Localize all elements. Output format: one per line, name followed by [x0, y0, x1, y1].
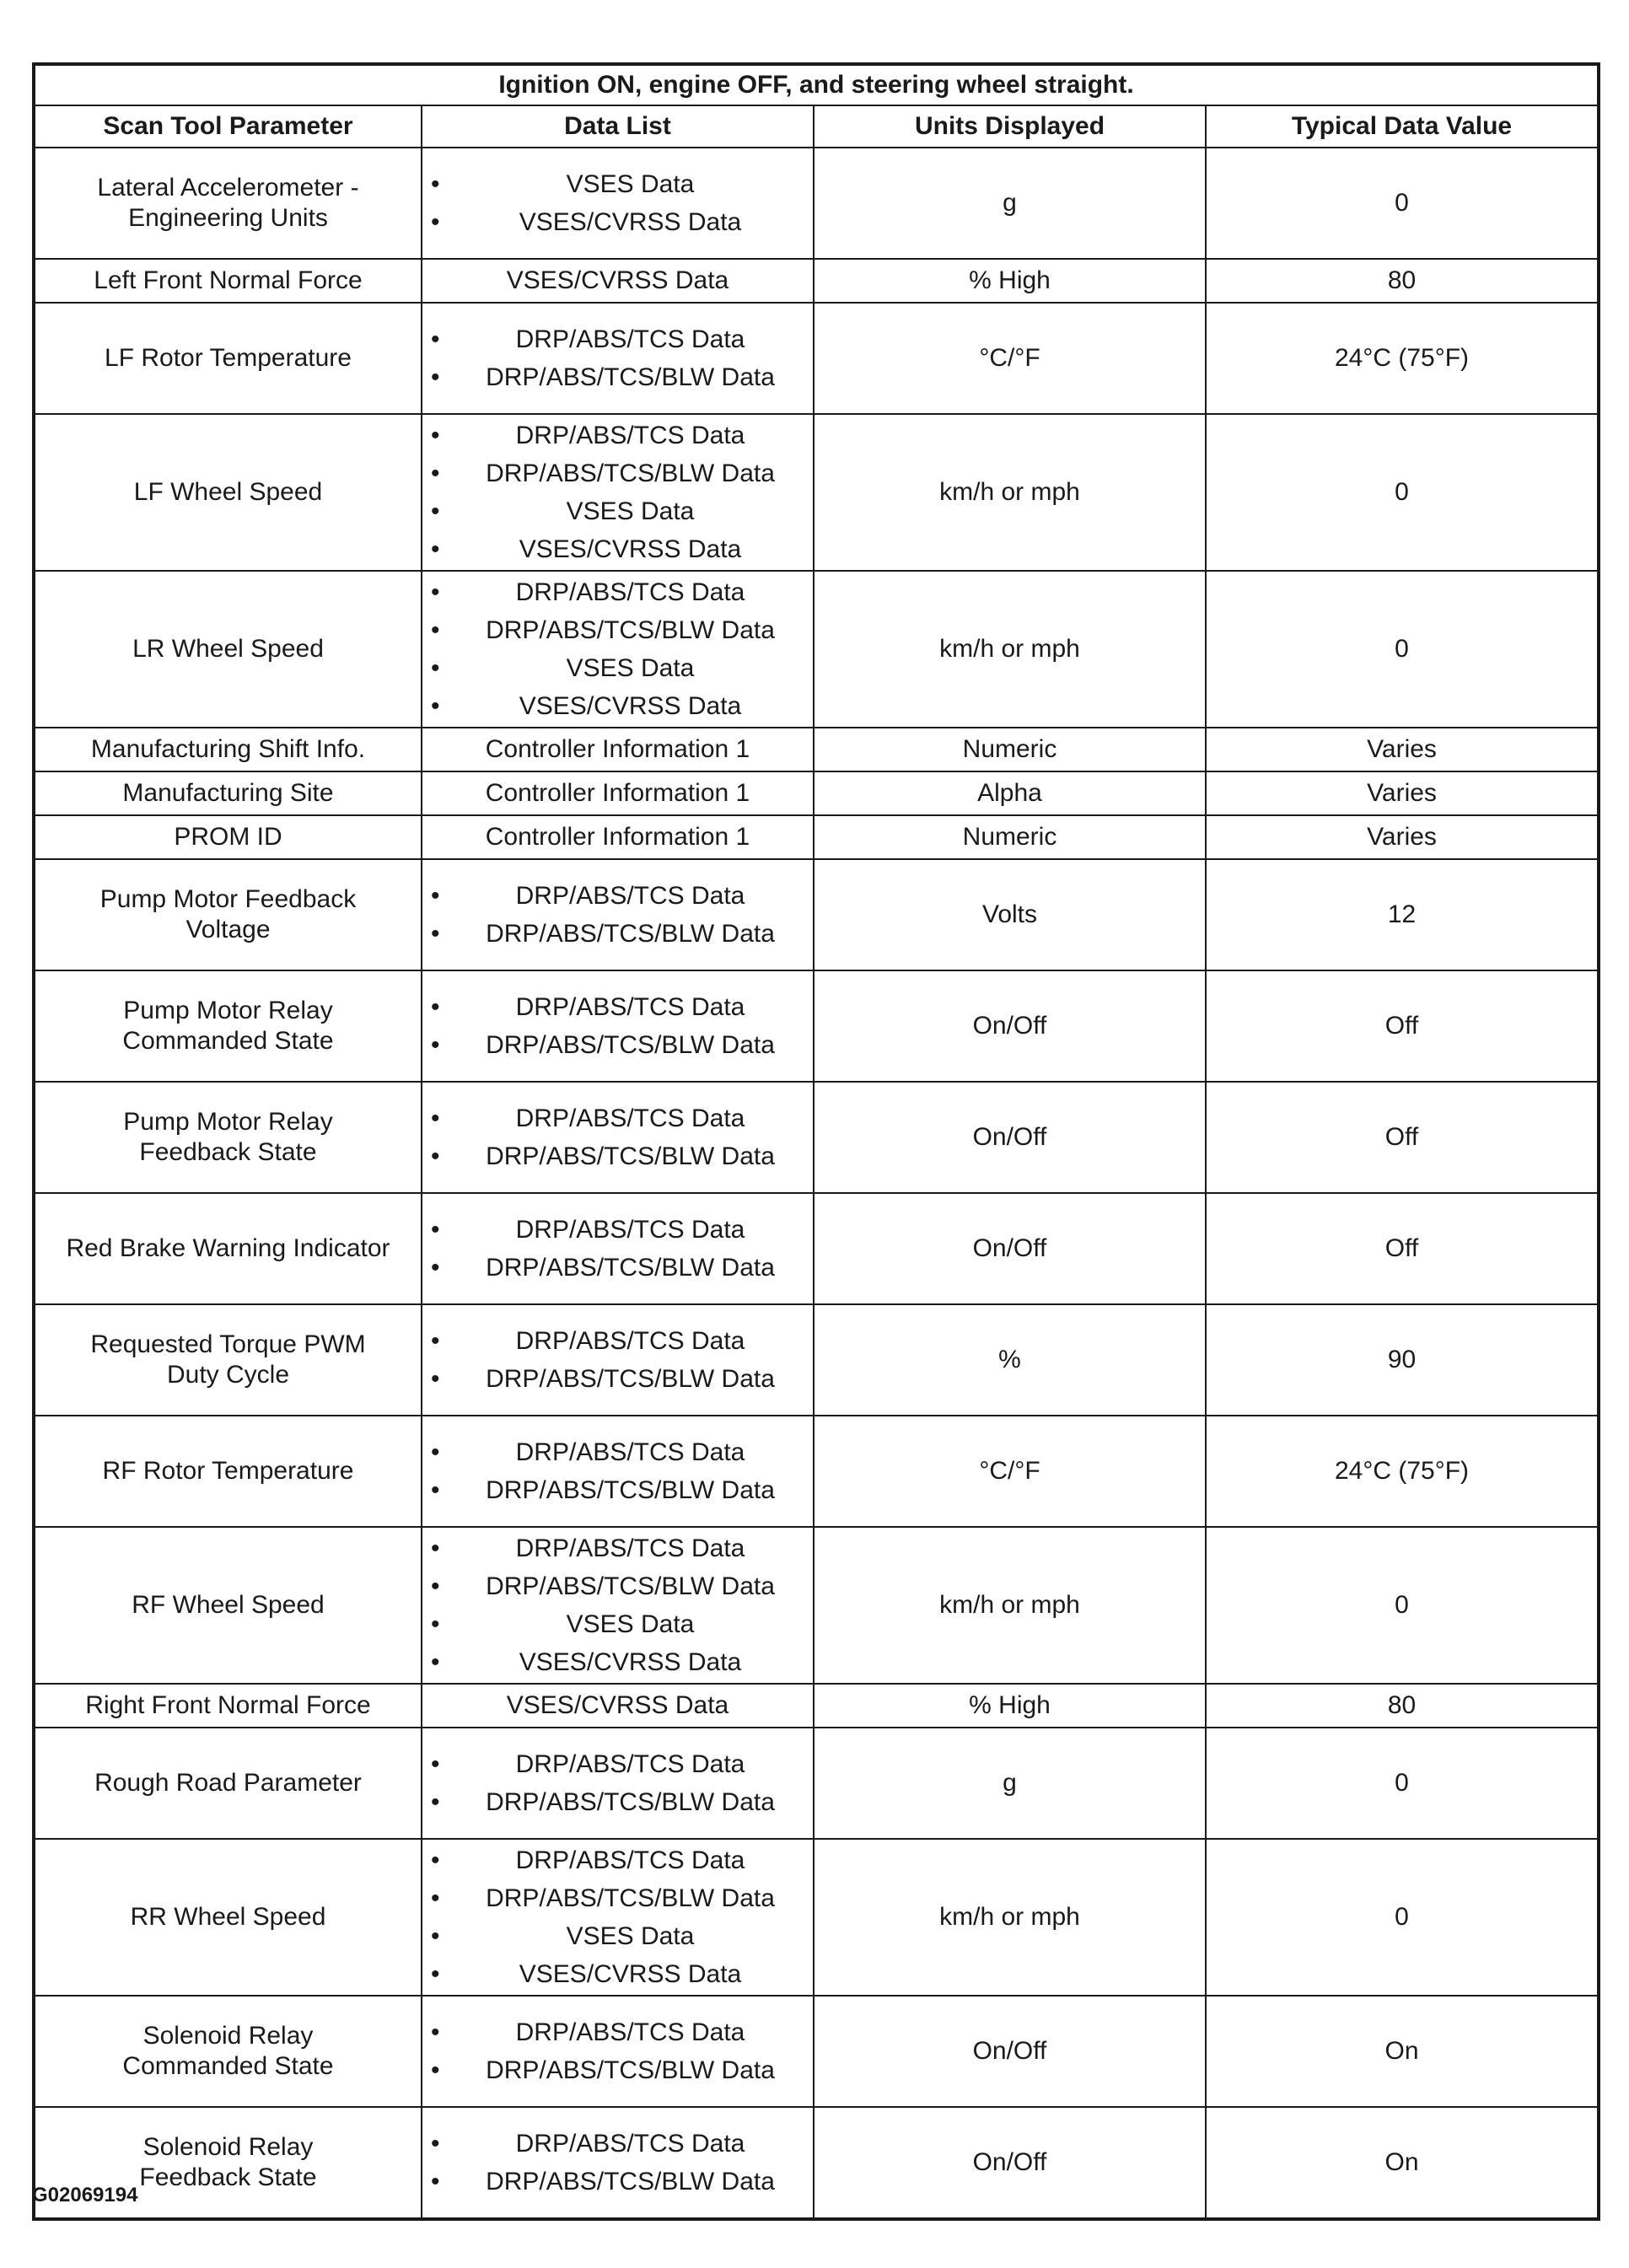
data-list-item: [431, 1841, 804, 1879]
data-list-text: VSES/CVRSS Data: [519, 1648, 742, 1676]
parameter-text: Voltage: [185, 916, 271, 943]
data-list-item: [431, 1433, 804, 1471]
table-row: [34, 1839, 1599, 1996]
bullet-icon: •: [431, 2018, 440, 2046]
data-list-item: [431, 1360, 804, 1398]
parameter-text: Manufacturing Shift Info.: [90, 735, 366, 763]
data-list-cell: [422, 815, 814, 859]
parameter-text: Solenoid Relay: [142, 2133, 314, 2161]
table-row: [34, 771, 1599, 815]
data-list-text: DRP/ABS/TCS/BLW Data: [486, 1254, 775, 1282]
table-row: [34, 1082, 1599, 1193]
data-list-cell: [422, 1304, 814, 1416]
data-list-text: DRP/ABS/TCS Data: [515, 1438, 745, 1466]
table-row: [34, 1996, 1599, 2107]
bullet-icon: •: [431, 2056, 440, 2084]
data-list-item: [431, 1026, 804, 1064]
typical-value-cell: 0: [1206, 571, 1599, 728]
parameter-cell: [34, 1193, 422, 1304]
units-cell: Numeric: [814, 728, 1206, 771]
data-list-text: DRP/ABS/TCS/BLW Data: [486, 460, 775, 487]
parameter-text: Lateral Accelerometer -: [97, 174, 359, 202]
data-list-item: [431, 1211, 804, 1249]
header-data-list: Data List: [422, 105, 814, 148]
data-list: [431, 2125, 804, 2201]
data-list-text: VSES Data: [566, 497, 695, 525]
data-list-item: [431, 1917, 804, 1955]
data-list-item: [431, 687, 804, 725]
data-list-cell: [422, 2107, 814, 2219]
bullet-icon: •: [431, 1438, 440, 1466]
data-list-text: DRP/ABS/TCS/BLW Data: [486, 1365, 775, 1393]
table-row: [34, 571, 1599, 728]
data-list-text: VSES Data: [566, 1922, 695, 1950]
table-row: [34, 970, 1599, 1082]
data-list-text: DRP/ABS/TCS/BLW Data: [486, 2056, 775, 2084]
parameter-text: Manufacturing Site: [122, 779, 334, 807]
typical-value-cell: 0: [1206, 1728, 1599, 1839]
parameter-cell: [34, 728, 422, 771]
data-list: [431, 1433, 804, 1509]
data-list-text: VSES/CVRSS Data: [519, 208, 742, 236]
bullet-icon: •: [431, 882, 440, 910]
data-list-cell: [422, 1684, 814, 1728]
units-cell: g: [814, 1728, 1206, 1839]
parameter-cell: [34, 1416, 422, 1527]
table-row: [34, 414, 1599, 571]
data-list: [431, 988, 804, 1064]
parameter-cell: [34, 571, 422, 728]
bullet-icon: •: [431, 1648, 440, 1676]
data-list-item: [431, 165, 804, 203]
typical-value-cell: 24°C (75°F): [1206, 1416, 1599, 1527]
parameter-text: Commanded State: [122, 1027, 334, 1055]
data-list-item: [431, 573, 804, 611]
parameter-cell: [34, 771, 422, 815]
data-list: [431, 573, 804, 725]
parameter-cell: [34, 1996, 422, 2107]
parameter-text: Pump Motor Relay: [123, 1108, 333, 1136]
bullet-icon: •: [431, 1365, 440, 1393]
data-list-cell: [422, 1728, 814, 1839]
parameter-text: Pump Motor Feedback: [99, 885, 357, 913]
data-list-text: DRP/ABS/TCS/BLW Data: [486, 363, 775, 391]
data-list-cell: [422, 303, 814, 414]
parameter-cell: [34, 303, 422, 414]
data-list-item: [431, 2051, 804, 2089]
data-list-item: [431, 2125, 804, 2163]
units-cell: km/h or mph: [814, 414, 1206, 571]
bullet-icon: •: [431, 1534, 440, 1562]
bullet-icon: •: [431, 654, 440, 682]
data-list-cell: [422, 148, 814, 259]
parameter-text: PROM ID: [174, 823, 282, 851]
typical-value-cell: Varies: [1206, 815, 1599, 859]
data-list-cell: [422, 859, 814, 970]
typical-value-cell: On: [1206, 1996, 1599, 2107]
parameter-text: Pump Motor Relay: [123, 997, 333, 1024]
units-cell: % High: [814, 1684, 1206, 1728]
data-list-text: VSES/CVRSS Data: [506, 1691, 729, 1719]
data-list-text: VSES Data: [566, 1610, 695, 1638]
units-cell: km/h or mph: [814, 1527, 1206, 1684]
data-list: [431, 1529, 804, 1681]
bullet-icon: •: [431, 1254, 440, 1282]
bullet-icon: •: [431, 460, 440, 487]
parameter-text: LR Wheel Speed: [132, 635, 324, 663]
bullet-icon: •: [431, 363, 440, 391]
data-list-text: Controller Information 1: [485, 823, 750, 851]
data-list-text: DRP/ABS/TCS Data: [515, 2130, 745, 2158]
units-cell: On/Off: [814, 1082, 1206, 1193]
bullet-icon: •: [431, 1788, 440, 1816]
header-scan-tool-parameter: Scan Tool Parameter: [34, 105, 422, 148]
typical-value-cell: 0: [1206, 1527, 1599, 1684]
bullet-icon: •: [431, 1104, 440, 1132]
typical-value-cell: 80: [1206, 1684, 1599, 1728]
typical-value-cell: Varies: [1206, 771, 1599, 815]
data-list-text: VSES/CVRSS Data: [519, 1960, 742, 1988]
data-list-item: [431, 1955, 804, 1993]
data-list-item: [431, 1099, 804, 1137]
parameter-text: RR Wheel Speed: [130, 1903, 326, 1931]
data-list-text: DRP/ABS/TCS Data: [515, 1104, 745, 1132]
data-list-text: VSES Data: [566, 654, 695, 682]
parameter-text: RF Wheel Speed: [132, 1591, 325, 1619]
parameter-cell: [34, 815, 422, 859]
data-list-item: [431, 1471, 804, 1509]
parameter-text: Solenoid Relay: [142, 2022, 314, 2050]
parameter-text: Feedback State: [139, 1138, 317, 1166]
bullet-icon: •: [431, 535, 440, 563]
table-row: [34, 1684, 1599, 1728]
data-list-text: DRP/ABS/TCS Data: [515, 325, 745, 353]
data-list-item: [431, 1783, 804, 1821]
data-list-text: DRP/ABS/TCS Data: [515, 422, 745, 449]
parameter-cell: [34, 859, 422, 970]
data-list-text: VSES/CVRSS Data: [519, 535, 742, 563]
parameter-text: RF Rotor Temperature: [102, 1457, 354, 1485]
data-list-text: DRP/ABS/TCS/BLW Data: [486, 2168, 775, 2195]
units-cell: On/Off: [814, 2107, 1206, 2219]
data-list-text: DRP/ABS/TCS/BLW Data: [486, 616, 775, 644]
table-row: [34, 1527, 1599, 1684]
units-cell: km/h or mph: [814, 571, 1206, 728]
data-list: [431, 320, 804, 396]
parameter-cell: [34, 259, 422, 303]
data-list-item: [431, 649, 804, 687]
data-list-text: DRP/ABS/TCS Data: [515, 993, 745, 1021]
typical-value-cell: Off: [1206, 1193, 1599, 1304]
table-row: [34, 815, 1599, 859]
data-list-text: DRP/ABS/TCS Data: [515, 1216, 745, 1244]
data-list-text: DRP/ABS/TCS/BLW Data: [486, 1884, 775, 1912]
data-list-item: [431, 358, 804, 396]
units-cell: °C/°F: [814, 303, 1206, 414]
data-list-cell: [422, 571, 814, 728]
data-list-cell: [422, 728, 814, 771]
typical-value-cell: Off: [1206, 970, 1599, 1082]
units-cell: Alpha: [814, 771, 1206, 815]
data-list: [431, 1322, 804, 1398]
bullet-icon: •: [431, 1327, 440, 1355]
bullet-icon: •: [431, 1884, 440, 1912]
data-list-cell: [422, 1996, 814, 2107]
data-list: [431, 417, 804, 568]
table-row: [34, 1304, 1599, 1416]
data-list-text: Controller Information 1: [485, 779, 750, 807]
data-list-cell: [422, 1416, 814, 1527]
parameter-cell: [34, 1304, 422, 1416]
typical-value-cell: 12: [1206, 859, 1599, 970]
bullet-icon: •: [431, 1750, 440, 1778]
bullet-icon: •: [431, 1142, 440, 1170]
bullet-icon: •: [431, 1031, 440, 1059]
units-cell: Numeric: [814, 815, 1206, 859]
data-list-text: DRP/ABS/TCS Data: [515, 578, 745, 606]
scan-tool-data-table: [32, 62, 1600, 2221]
scan-tool-data-sheet: [32, 62, 1597, 2221]
data-list-item: [431, 915, 804, 953]
header-typical-data-value: Typical Data Value: [1206, 105, 1599, 148]
data-list-text: DRP/ABS/TCS/BLW Data: [486, 1788, 775, 1816]
data-list: [431, 877, 804, 953]
data-list-item: [431, 417, 804, 454]
typical-value-cell: 0: [1206, 148, 1599, 259]
bullet-icon: •: [431, 422, 440, 449]
bullet-icon: •: [431, 578, 440, 606]
typical-value-cell: Varies: [1206, 728, 1599, 771]
data-list-text: DRP/ABS/TCS/BLW Data: [486, 1031, 775, 1059]
typical-value-cell: Off: [1206, 1082, 1599, 1193]
data-list-item: [431, 988, 804, 1026]
table-row: [34, 303, 1599, 414]
typical-value-cell: 0: [1206, 1839, 1599, 1996]
units-cell: Volts: [814, 859, 1206, 970]
data-list-item: [431, 1879, 804, 1917]
table-row: [34, 1193, 1599, 1304]
units-cell: On/Off: [814, 1193, 1206, 1304]
bullet-icon: •: [431, 1960, 440, 1988]
parameter-cell: [34, 1527, 422, 1684]
units-cell: °C/°F: [814, 1416, 1206, 1527]
bullet-icon: •: [431, 208, 440, 236]
units-cell: km/h or mph: [814, 1839, 1206, 1996]
data-list-text: VSES Data: [566, 170, 695, 198]
typical-value-cell: 0: [1206, 414, 1599, 571]
parameter-text: Rough Road Parameter: [94, 1769, 362, 1797]
data-list-item: [431, 611, 804, 649]
data-list-cell: [422, 1527, 814, 1684]
units-cell: g: [814, 148, 1206, 259]
data-list-text: VSES/CVRSS Data: [506, 266, 729, 294]
bullet-icon: •: [431, 1216, 440, 1244]
parameter-cell: [34, 970, 422, 1082]
parameter-text: Left Front Normal Force: [94, 266, 363, 294]
parameter-text: Commanded State: [122, 2052, 334, 2080]
bullet-icon: •: [431, 1846, 440, 1874]
data-list-text: DRP/ABS/TCS Data: [515, 882, 745, 910]
bullet-icon: •: [431, 920, 440, 948]
data-list-text: DRP/ABS/TCS Data: [515, 1534, 745, 1562]
parameter-text: Engineering Units: [128, 204, 328, 232]
data-list-item: [431, 1643, 804, 1681]
data-list-item: [431, 1529, 804, 1567]
parameter-cell: [34, 148, 422, 259]
typical-value-cell: 24°C (75°F): [1206, 303, 1599, 414]
table-row: [34, 859, 1599, 970]
data-list-cell: [422, 259, 814, 303]
typical-value-cell: 90: [1206, 1304, 1599, 1416]
header-units-displayed: Units Displayed: [814, 105, 1206, 148]
typical-value-cell: On: [1206, 2107, 1599, 2219]
parameter-cell: [34, 1082, 422, 1193]
parameter-text: LF Rotor Temperature: [105, 344, 352, 372]
data-list-cell: [422, 970, 814, 1082]
table-row: [34, 259, 1599, 303]
parameter-text: Duty Cycle: [166, 1361, 290, 1389]
table-body: [34, 148, 1599, 2219]
table-row: [34, 1728, 1599, 1839]
data-list-text: DRP/ABS/TCS Data: [515, 2018, 745, 2046]
units-cell: On/Off: [814, 970, 1206, 1082]
bullet-icon: •: [431, 2168, 440, 2195]
data-list-item: [431, 2013, 804, 2051]
data-list-item: [431, 1137, 804, 1175]
table-caption: Ignition ON, engine OFF, and steering wheel straight.: [34, 64, 1599, 105]
table-row: [34, 148, 1599, 259]
data-list-item: [431, 320, 804, 358]
bullet-icon: •: [431, 616, 440, 644]
parameter-text: Red Brake Warning Indicator: [66, 1234, 390, 1262]
table-row: [34, 1416, 1599, 1527]
bullet-icon: •: [431, 1476, 440, 1504]
parameter-cell: [34, 1839, 422, 1996]
data-list-item: [431, 1322, 804, 1360]
parameter-text: LF Wheel Speed: [133, 478, 323, 506]
data-list-item: [431, 1567, 804, 1605]
parameter-cell: [34, 1684, 422, 1728]
units-cell: On/Off: [814, 1996, 1206, 2107]
data-list-text: DRP/ABS/TCS/BLW Data: [486, 1476, 775, 1504]
data-list-text: DRP/ABS/TCS/BLW Data: [486, 920, 775, 948]
data-list-item: [431, 203, 804, 241]
data-list: [431, 1099, 804, 1175]
bullet-icon: •: [431, 2130, 440, 2158]
data-list-text: DRP/ABS/TCS/BLW Data: [486, 1572, 775, 1600]
bullet-icon: •: [431, 497, 440, 525]
data-list-text: DRP/ABS/TCS Data: [515, 1846, 745, 1874]
figure-id: G02069194: [32, 2184, 138, 2206]
data-list-item: [431, 454, 804, 492]
data-list: [431, 1841, 804, 1993]
data-list-item: [431, 877, 804, 915]
data-list-item: [431, 530, 804, 568]
data-list-text: DRP/ABS/TCS Data: [515, 1750, 745, 1778]
data-list: [431, 165, 804, 241]
data-list-text: Controller Information 1: [485, 735, 750, 763]
data-list-cell: [422, 1839, 814, 1996]
bullet-icon: •: [431, 1572, 440, 1600]
bullet-icon: •: [431, 170, 440, 198]
data-list-item: [431, 1745, 804, 1783]
bullet-icon: •: [431, 325, 440, 353]
parameter-cell: [34, 1728, 422, 1839]
data-list: [431, 1745, 804, 1821]
data-list-cell: [422, 1082, 814, 1193]
units-cell: %: [814, 1304, 1206, 1416]
units-cell: % High: [814, 259, 1206, 303]
table-row: [34, 2107, 1599, 2219]
data-list-item: [431, 1249, 804, 1287]
data-list-item: [431, 1605, 804, 1643]
data-list-cell: [422, 771, 814, 815]
bullet-icon: •: [431, 993, 440, 1021]
parameter-cell: [34, 414, 422, 571]
bullet-icon: •: [431, 1610, 440, 1638]
data-list-cell: [422, 1193, 814, 1304]
data-list-item: [431, 2163, 804, 2201]
data-list-item: [431, 492, 804, 530]
table-row: [34, 728, 1599, 771]
data-list-text: DRP/ABS/TCS/BLW Data: [486, 1142, 775, 1170]
typical-value-cell: 80: [1206, 259, 1599, 303]
data-list: [431, 1211, 804, 1287]
data-list-cell: [422, 414, 814, 571]
data-list-text: VSES/CVRSS Data: [519, 692, 742, 720]
bullet-icon: •: [431, 692, 440, 720]
data-list: [431, 2013, 804, 2089]
parameter-text: Feedback State: [139, 2163, 317, 2191]
parameter-text: Requested Torque PWM: [90, 1330, 366, 1358]
data-list-text: DRP/ABS/TCS Data: [515, 1327, 745, 1355]
parameter-text: Right Front Normal Force: [85, 1691, 371, 1719]
bullet-icon: •: [431, 1922, 440, 1950]
